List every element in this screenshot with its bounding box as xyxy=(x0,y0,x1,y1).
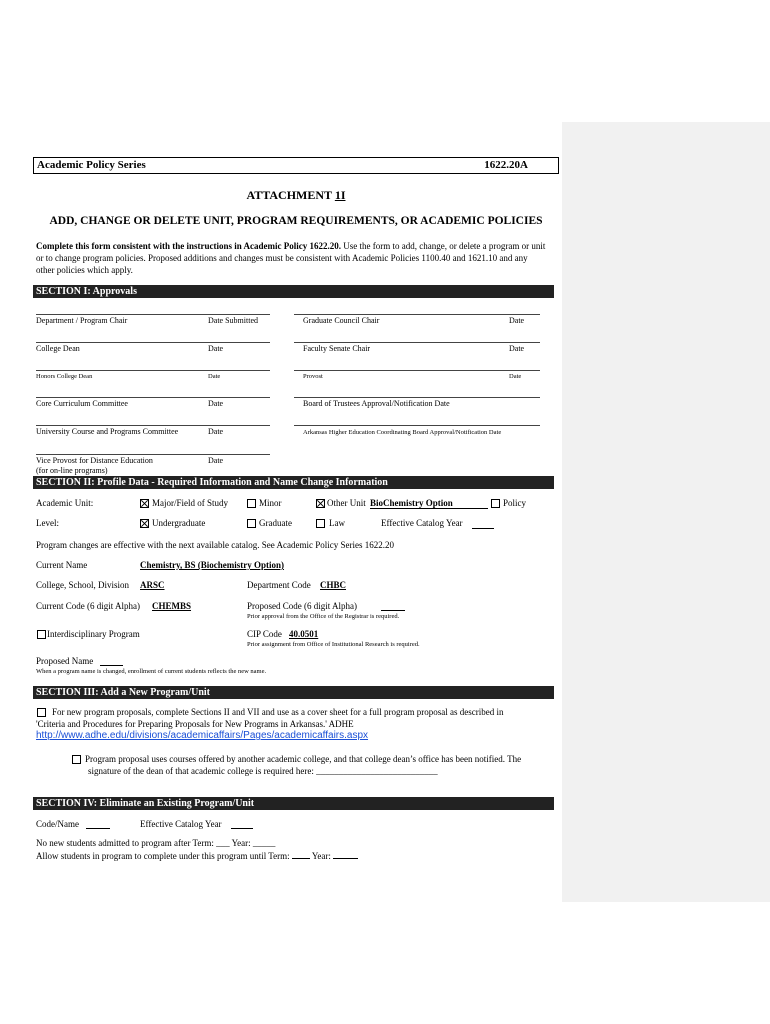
form-title: ADD, CHANGE OR DELETE UNIT, PROGRAM REQUIREMENTS, OR ACADEMIC POLICIES xyxy=(49,215,543,227)
policy-checkbox[interactable] xyxy=(491,499,500,508)
other-college-text: Program proposal uses courses offered by another academic college, and that college dean’s office has been notified. The xyxy=(85,754,522,764)
signature-line[interactable] xyxy=(36,342,270,343)
interdisciplinary-label: Interdisciplinary Program xyxy=(47,629,140,639)
cip-value[interactable]: 40.0501 xyxy=(289,629,319,639)
approval-date-label: Date xyxy=(208,456,224,465)
cip-note: Prior assignment from Office of Institutional Research is required. xyxy=(247,641,420,648)
current-code-value[interactable]: CHEMBS xyxy=(152,601,192,611)
new-program-checkbox[interactable] xyxy=(37,708,46,717)
other-college-text-2: signature of the dean of that academic college is required here: ___________________________ xyxy=(88,766,438,776)
attachment-title xyxy=(33,188,559,203)
code-name-label: Code/Name xyxy=(36,819,79,829)
signature-line[interactable] xyxy=(36,397,270,398)
academic-unit-label: Academic Unit: xyxy=(36,498,94,508)
signature-line[interactable] xyxy=(294,342,540,343)
signature-line[interactable] xyxy=(294,425,540,426)
proposed-code-label: Proposed Code (6 digit Alpha) xyxy=(247,601,357,611)
law-checkbox[interactable] xyxy=(316,519,325,528)
intro-bold: Complete this form consistent with the instructions in Academic Policy 1622.20. xyxy=(36,241,341,251)
catalog-year-field[interactable] xyxy=(472,528,494,529)
proposed-code-note: Prior approval from the Office of the Registrar is required. xyxy=(247,613,400,620)
approval-label: University Course and Programs Committee xyxy=(36,427,179,436)
proposed-name-label: Proposed Name xyxy=(36,656,94,666)
signature-line[interactable] xyxy=(294,397,540,398)
dept-code-label: Department Code xyxy=(247,580,311,590)
section-2-header: SECTION II: Profile Data - Required Information and Name Change Information xyxy=(33,476,554,489)
major-label: Major/Field of Study xyxy=(152,498,228,508)
signature-line[interactable] xyxy=(36,314,270,315)
allow-year-field[interactable] xyxy=(333,850,358,859)
other-unit-value[interactable]: BioChemistry Option xyxy=(370,498,488,509)
current-name-label: Current Name xyxy=(36,560,88,570)
approval-note: (for on-line programs) xyxy=(36,466,108,475)
approval-label: Honors College Dean xyxy=(36,373,93,380)
approval-label: Faculty Senate Chair xyxy=(303,344,371,353)
allow-year-label: Year: xyxy=(309,851,334,861)
undergraduate-checkbox[interactable] xyxy=(140,519,149,528)
policy-number: 1622.20A xyxy=(484,159,528,171)
eliminate-catalog-year-field[interactable] xyxy=(231,828,253,829)
catalog-year-label: Effective Catalog Year xyxy=(381,518,463,528)
other-college-courses-checkbox[interactable] xyxy=(72,755,81,764)
approval-label: College Dean xyxy=(36,344,80,353)
approval-label: Provost xyxy=(303,373,323,380)
proposed-name-field[interactable] xyxy=(100,665,123,666)
minor-label: Minor xyxy=(259,498,282,508)
college-value[interactable]: ARSC xyxy=(140,580,165,590)
interdisciplinary-checkbox[interactable] xyxy=(37,630,46,639)
approval-label: Graduate Council Chair xyxy=(303,316,380,325)
college-label: College, School, Division xyxy=(36,580,129,590)
approval-date-label: Date xyxy=(208,399,224,408)
approval-label: Board of Trustees Approval/Notification Date xyxy=(303,399,450,408)
signature-line[interactable] xyxy=(36,370,270,371)
eliminate-catalog-year-label: Effective Catalog Year xyxy=(140,819,222,829)
comments-pane xyxy=(562,122,770,902)
allow-term-field[interactable] xyxy=(292,850,310,859)
current-name-value[interactable]: Chemistry, BS (Biochemistry Option) xyxy=(140,560,284,570)
new-program-text: For new program proposals, complete Sections II and VII and use as a cover sheet for a full program proposal as described in xyxy=(52,707,504,717)
signature-line[interactable] xyxy=(36,425,270,426)
allow-students-prefix: Allow students in program to complete under this program until Term: xyxy=(36,851,292,861)
approval-date-label: Date xyxy=(509,373,522,380)
cip-label: CIP Code xyxy=(247,629,282,639)
approval-label: Vice Provost for Distance Education xyxy=(36,456,153,465)
law-label: Law xyxy=(329,518,345,528)
policy-label: Policy xyxy=(503,498,527,508)
other-unit-checkbox[interactable] xyxy=(316,499,325,508)
code-name-field[interactable] xyxy=(86,828,110,829)
approval-date-label: Date xyxy=(208,373,221,380)
section-4-header: SECTION IV: Eliminate an Existing Program/Unit xyxy=(33,797,554,810)
intro-paragraph xyxy=(36,240,548,276)
graduate-checkbox[interactable] xyxy=(247,519,256,528)
signature-line[interactable] xyxy=(294,370,540,371)
major-checkbox[interactable] xyxy=(140,499,149,508)
approval-date-label: Date xyxy=(509,316,525,325)
policy-header xyxy=(33,157,559,174)
approval-date-label: Date xyxy=(509,344,525,353)
allow-students-text xyxy=(36,850,358,861)
level-label: Level: xyxy=(36,518,59,528)
effective-note: Program changes are effective with the next available catalog. See Academic Policy Series 1622.20 xyxy=(36,540,394,550)
other-unit-label: Other Unit xyxy=(327,498,366,508)
approval-label: Core Curriculum Committee xyxy=(36,399,128,408)
graduate-label: Graduate xyxy=(259,518,292,528)
dept-code-value[interactable]: CHBC xyxy=(320,580,347,590)
proposed-code-field[interactable] xyxy=(381,610,405,611)
policy-series-label: Academic Policy Series xyxy=(37,159,146,171)
attachment-prefix: ATTACHMENT xyxy=(246,188,335,202)
proposed-name-note: When a program name is changed, enrollment of current students reflects the new name. xyxy=(36,668,267,675)
signature-line[interactable] xyxy=(36,454,270,455)
new-program-text-2: 'Criteria and Procedures for Preparing Proposals for New Programs in Arkansas.' ADHE xyxy=(36,719,354,729)
current-code-label: Current Code (6 digit Alpha) xyxy=(36,601,140,611)
adhe-link[interactable]: http://www.adhe.edu/divisions/academicaffairs/Pages/academicaffairs.aspx xyxy=(36,730,369,741)
no-new-students-text: No new students admitted to program after Term: ___ Year: _____ xyxy=(36,838,276,848)
section-1-header: SECTION I: Approvals xyxy=(33,285,554,298)
section-3-header: SECTION III: Add a New Program/Unit xyxy=(33,686,554,699)
minor-checkbox[interactable] xyxy=(247,499,256,508)
undergraduate-label: Undergraduate xyxy=(152,518,206,528)
approval-date-label: Date Submitted xyxy=(208,316,258,325)
signature-line[interactable] xyxy=(294,314,540,315)
approval-date-label: Date xyxy=(208,344,224,353)
approval-date-label: Date xyxy=(208,427,224,436)
approval-label: Arkansas Higher Education Coordinating Board Approval/Notification Date xyxy=(303,429,502,436)
attachment-id: 1I xyxy=(334,188,346,202)
intro-rest: Use the form to add, change, or delete a program or unit or to change program policies. Proposed additions and changes must be consistent with Academic Policies 1100.40 and 1621.10 and any other policies which apply. xyxy=(36,241,546,275)
approval-label: Department / Program Chair xyxy=(36,316,128,325)
